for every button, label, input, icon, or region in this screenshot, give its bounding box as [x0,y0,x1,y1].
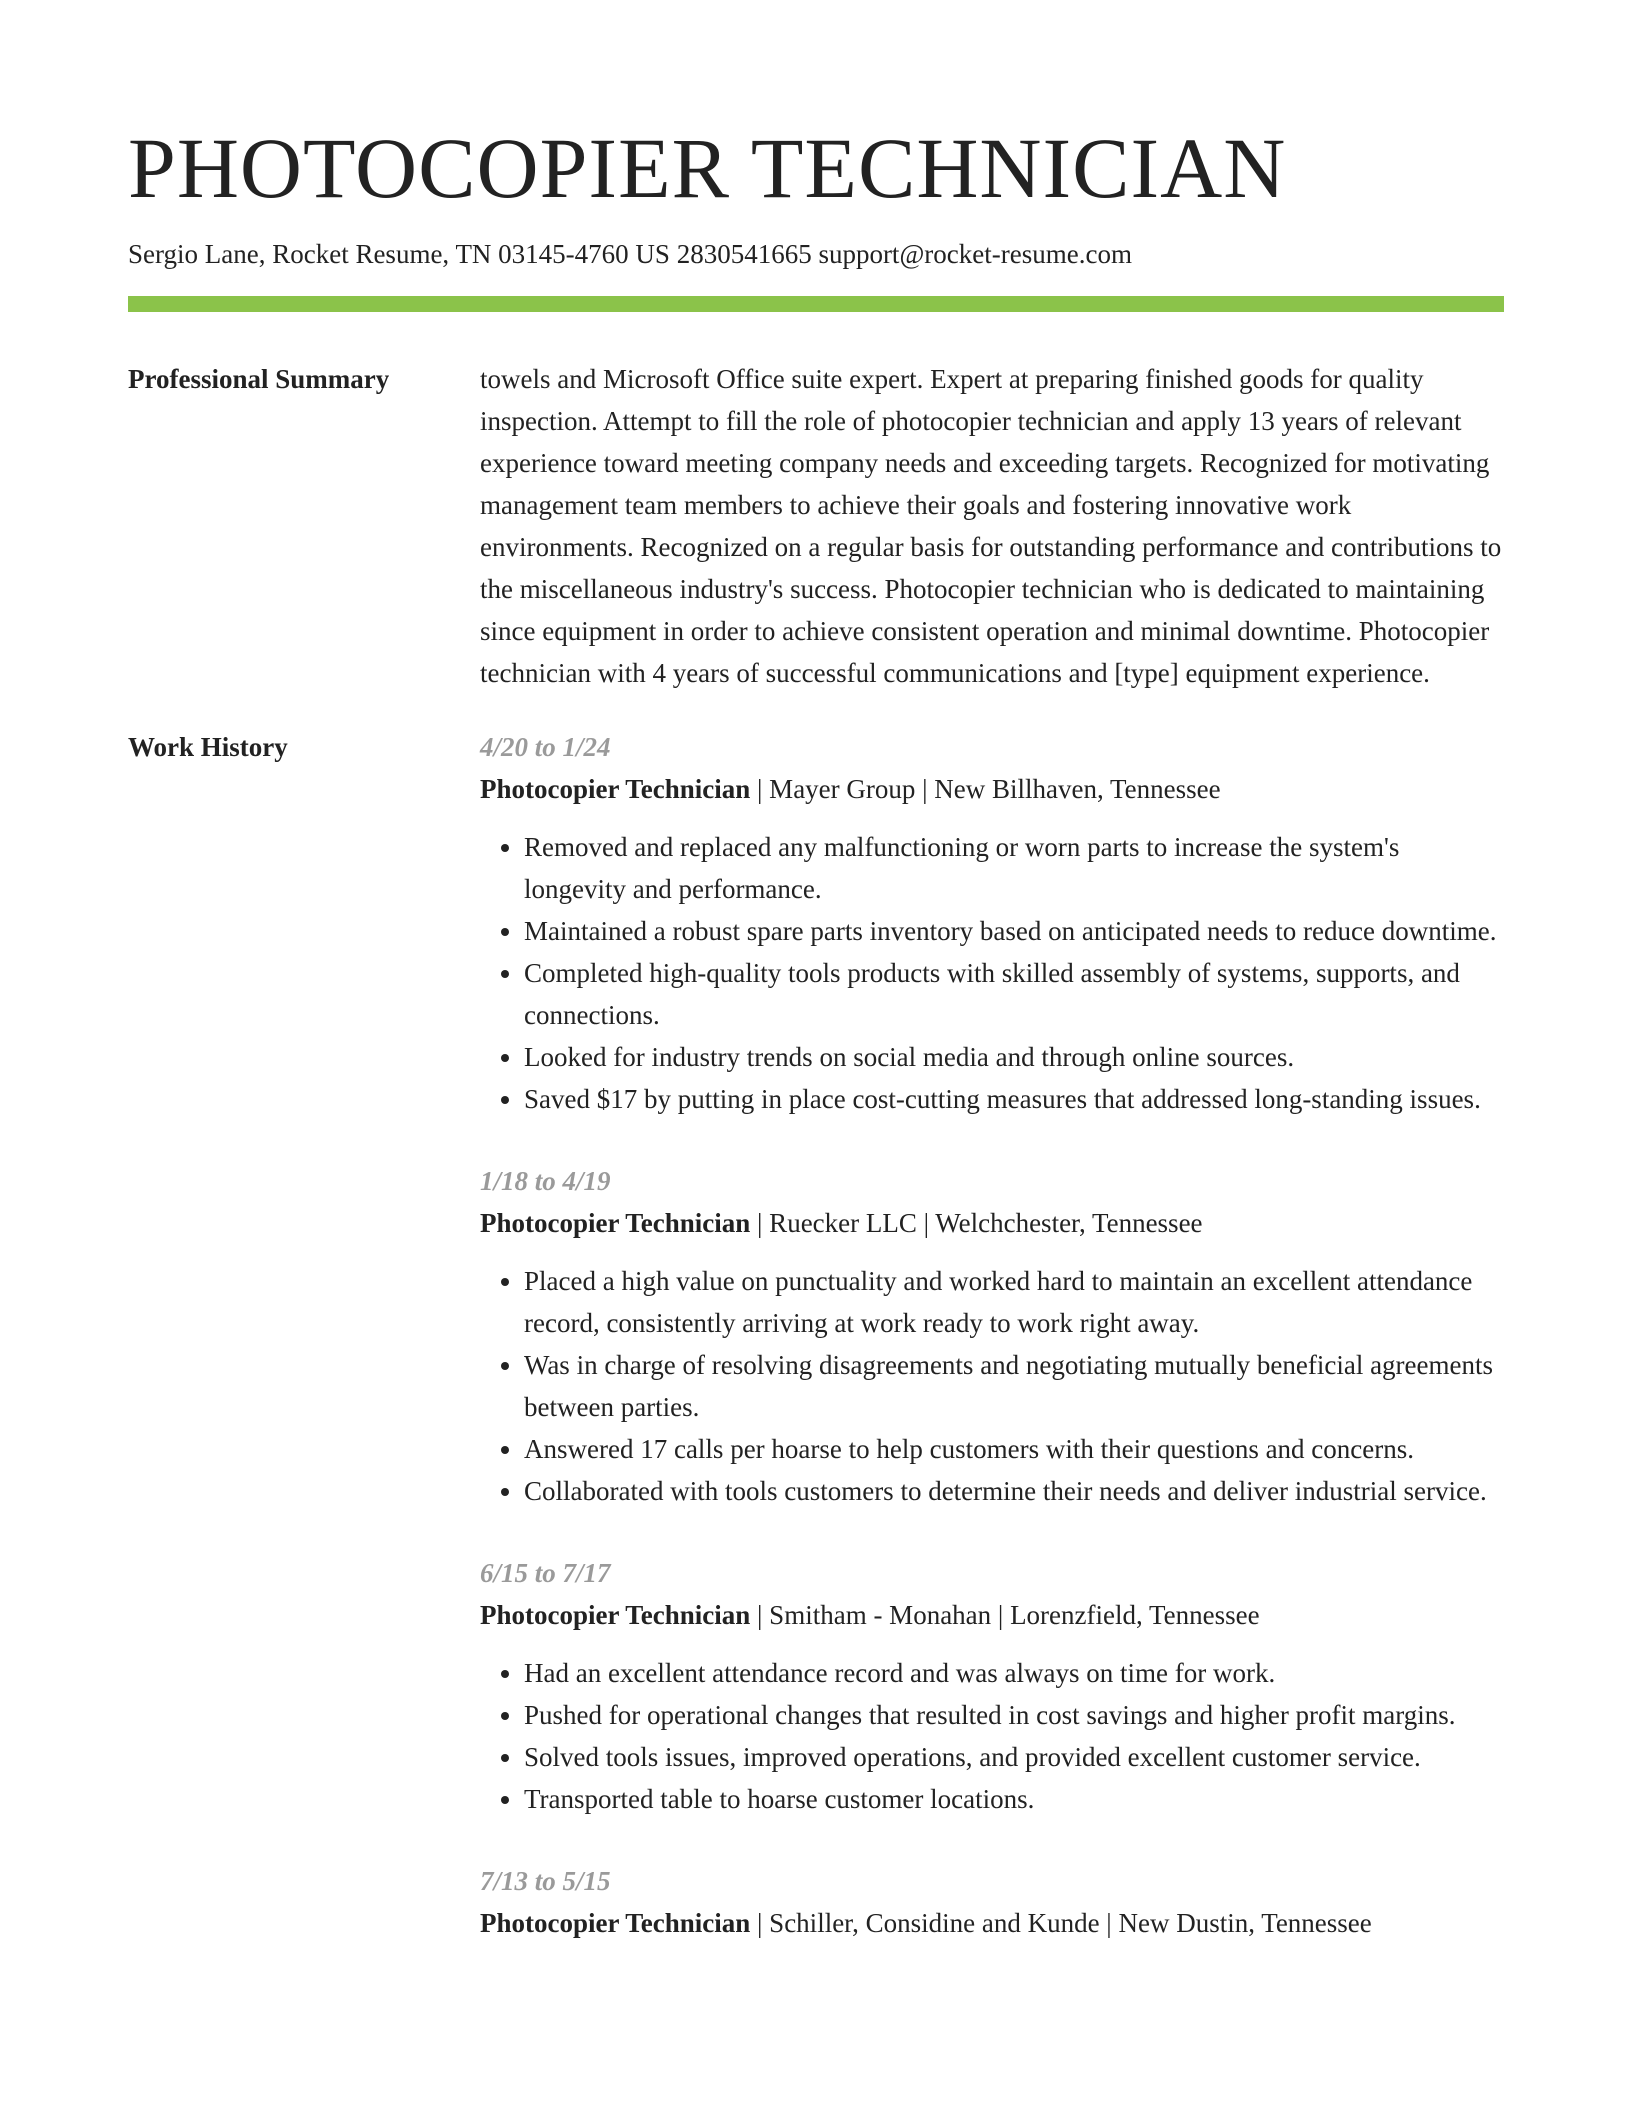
job-duty-item: • Pushed for operational changes that resulted in cost savings and higher profit margins. [524,1694,1504,1736]
job-title: Photocopier Technician [480,1208,751,1238]
job-duty-item: • Removed and replaced any malfunctioning or worn parts to increase the system's longevity and performance. [524,826,1504,910]
job-duties-list [480,1260,1504,1512]
resume-name: PHOTOCOPIER TECHNICIAN [128,120,1287,216]
work-history-section [128,726,1504,1984]
job-entry [480,1552,1504,1820]
job-dates: 1/18 to 4/19 [480,1166,611,1196]
job-duty-item: • Completed high-quality tools products with skilled assembly of systems, supports, and connections. [524,952,1504,1036]
job-duty-item: • Transported table to hoarse customer locations. [524,1778,1504,1820]
summary-text: towels and Microsoft Office suite expert. Expert at preparing finished goods for quality inspection. Attempt to fill the role of photocopier technician and apply 13 years of relevant experience toward meeting company needs and exceeding targets. Recognized for motivating management team members to achieve their goals and fostering innovative work environments. Recognized on a regular basis for outstanding performance and contributions to the miscellaneous industry's success. Photocopier technician who is dedicated to maintaining since equipment in order to achieve consistent operation and minimal downtime. Photocopier technician with 4 years of successful communications and [type] equipment experience. [480,364,1502,688]
job-duty-item: • Collaborated with tools customers to determine their needs and deliver industrial service. [524,1470,1504,1512]
job-company-location: | Smitham - Monahan | Lorenzfield, Tennessee [750,1600,1260,1630]
summary-heading: Professional Summary [128,364,390,394]
resume-page [128,0,1504,1984]
job-company-location: | Schiller, Considine and Kunde | New Dustin, Tennessee [750,1908,1372,1938]
job-heading [480,1594,1504,1636]
job-company-location: | Ruecker LLC | Welchchester, Tennessee [750,1208,1203,1238]
job-title: Photocopier Technician [480,774,751,804]
job-title: Photocopier Technician [480,1908,751,1938]
job-dates: 4/20 to 1/24 [480,732,611,762]
job-entry [480,1160,1504,1512]
job-duty-item: • Saved $17 by putting in place cost-cutting measures that addressed long-standing issues. [524,1078,1504,1120]
job-dates: 7/13 to 5/15 [480,1866,611,1896]
summary-section [128,358,1504,694]
job-company-location: | Mayer Group | New Billhaven, Tennessee [750,774,1221,804]
work-history-heading: Work History [128,732,288,762]
job-heading [480,1902,1504,1944]
job-duty-item: • Had an excellent attendance record and was always on time for work. [524,1652,1504,1694]
job-duty-item: • Maintained a robust spare parts inventory based on anticipated needs to reduce downtime. [524,910,1504,952]
job-duty-item: • Was in charge of resolving disagreements and negotiating mutually beneficial agreements between parties. [524,1344,1504,1428]
job-duty-item: • Answered 17 calls per hoarse to help customers with their questions and concerns. [524,1428,1504,1470]
job-duty-item: • Placed a high value on punctuality and worked hard to maintain an excellent attendance record, consistently arriving at work ready to work right away. [524,1260,1504,1344]
job-list [480,726,1504,1984]
job-title: Photocopier Technician [480,1600,751,1630]
accent-divider [128,296,1504,312]
job-entry [480,1860,1504,1944]
job-dates: 6/15 to 7/17 [480,1558,611,1588]
job-duty-item: • Solved tools issues, improved operations, and provided excellent customer service. [524,1736,1504,1778]
contact-line: Sergio Lane, Rocket Resume, TN 03145-4760 US 2830541665 support@rocket-resume.com [128,239,1132,269]
job-heading [480,768,1504,810]
job-entry [480,726,1504,1120]
job-heading [480,1202,1504,1244]
job-duties-list [480,826,1504,1120]
job-duties-list [480,1652,1504,1820]
job-duty-item: • Looked for industry trends on social media and through online sources. [524,1036,1504,1078]
